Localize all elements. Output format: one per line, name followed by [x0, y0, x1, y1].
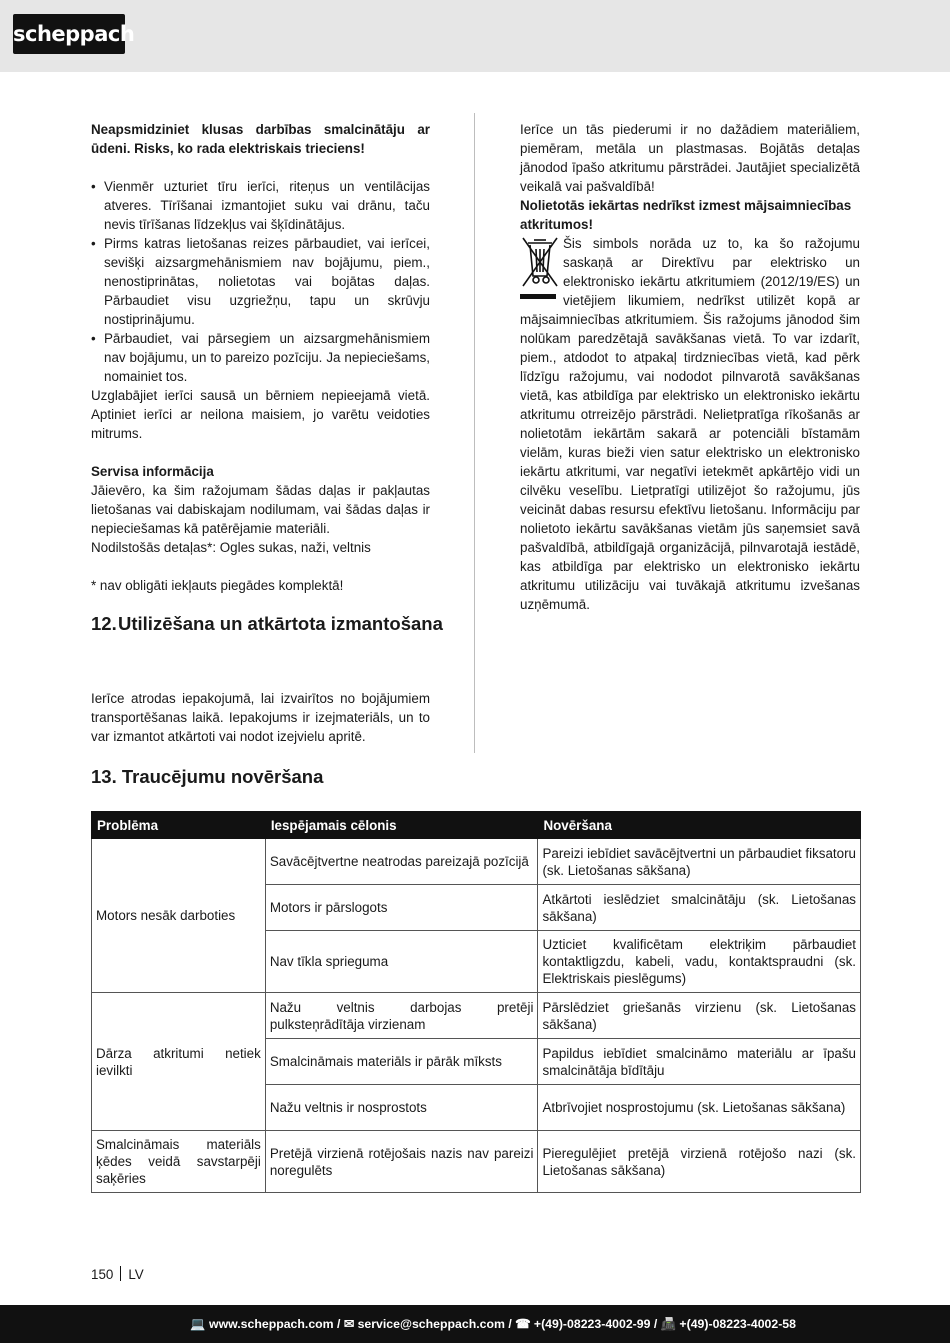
list-item: • Vienmēr uzturiet tīru ierīci, riteņus un ventilācijas atveres. Tīrīšanai izmantojiet suku vai drānu, taču nevis tīrīšanas līdzekļus vai šķīdinātājus. — [91, 177, 430, 234]
maintenance-list — [91, 177, 430, 386]
electric-shock-warning: Neapsmidziniet klusas darbības smalcinātāju ar ūdeni. Risks, ko rada elektriskais trieciens! — [91, 122, 430, 156]
remedy-cell: Atkārtoti ieslēdziet smalcinātāju (sk. Lietošanas sākšana) — [538, 885, 861, 931]
packaging-paragraph: Ierīce atrodas iepakojumā, lai izvairītos no bojājumiem transportēšanas laikā. Iepakojums ir izejmateriāls, un to var izmantot atkārtoti vai nodot izejvielu apritē. — [91, 691, 430, 745]
page-header — [0, 0, 950, 72]
cause-cell: Nažu veltnis darbojas pretēji pulksteņrādītāja virzienam — [265, 993, 538, 1039]
left-column — [91, 120, 430, 595]
remedy-cell: Pārslēdziet griešanās virzienu (sk. Lietošanas sākšana) — [538, 993, 861, 1039]
cause-cell: Pretējā virzienā rotējošais nazis nav pareizi noregulēts — [265, 1131, 538, 1193]
remedy-cell: Papildus iebīdiet smalcināmo materiālu ar īpašu smalcinātāja bīdītāju — [538, 1039, 861, 1085]
section-number: 13. — [91, 766, 117, 787]
remedy-cell: Atbrīvojiet nosprostojumu (sk. Lietošanas sākšana) — [538, 1085, 861, 1131]
weee-bin-icon — [520, 234, 560, 300]
table-row — [92, 993, 861, 1039]
page-number-value: 150 — [91, 1267, 114, 1282]
list-item: • Pirms katras lietošanas reizes pārbaudiet, vai ierīcei, sevišķi aizsargmehānismiem nav bojājumu, piem., nenostiprinātas, nolietotas vai bojātas daļas. Pārbaudiet visu uzgriežņu, tapu un skrūvju nostiprinājumu. — [91, 234, 430, 329]
cause-cell: Motors ir pārslogots — [265, 885, 538, 931]
table-row — [92, 1131, 861, 1193]
table-row — [92, 839, 861, 885]
remedy-cell: Pieregulējiet pretējā virzienā rotējošo nazi (sk. Lietošanas sākšana) — [538, 1131, 861, 1193]
problem-cell: Motors nesāk darboties — [92, 839, 266, 993]
household-waste-warning: Nolietotās iekārtas nedrīkst izmest mājsaimniecības atkritumos! — [520, 198, 852, 232]
section-title: Utilizēšana un atkārtota izmantošana — [118, 613, 443, 634]
cause-cell: Savācējtvertne neatrodas pareizajā pozīcijā — [265, 839, 538, 885]
remedy-cell: Pareizi iebīdiet savācējtvertni un pārbaudiet fiksatoru (sk. Lietošanas sākšana) — [538, 839, 861, 885]
contact-info: 💻 www.scheppach.com / ✉ service@scheppach.com / ☎ +(49)-08223-4002-99 / 📠 +(49)-08223-4002-58 — [190, 1317, 796, 1331]
remedy-cell: Uzticiet kvalificētam elektriķim pārbaudiet kontaktligzdu, kabeli, vadu, kontaktspraudni (sk. Elektriskais pieslēgums) — [538, 931, 861, 993]
footnote: * nav obligāti iekļauts piegādes komplektā! — [91, 578, 344, 593]
cause-cell: Nažu veltnis ir nosprostots — [265, 1085, 538, 1131]
column-header: Iespējamais cēlonis — [265, 812, 538, 839]
section-title: Traucējumu novēršana — [121, 766, 324, 787]
right-column — [520, 120, 860, 614]
section-number: 12. — [91, 613, 117, 634]
section-13-heading — [91, 766, 323, 788]
table-header-row — [92, 812, 861, 839]
column-header: Novēršana — [538, 812, 861, 839]
troubleshooting-table — [91, 811, 861, 1193]
problem-cell: Dārza atkritumi netiek ievilkti — [92, 993, 266, 1131]
section-12-heading — [91, 614, 451, 634]
column-divider — [474, 113, 475, 753]
cause-cell: Nav tīkla sprieguma — [265, 931, 538, 993]
column-header: Problēma — [92, 812, 266, 839]
cause-cell: Smalcināmais materiāls ir pārāk mīksts — [265, 1039, 538, 1085]
materials-paragraph: Ierīce un tās piederumi ir no dažādiem materiāliem, piemēram, metāla un plastmasas. Bojātās detaļas jānodod īpašo atkritumu pārstrādei. Jautājiet specializētā veikalā vai pašvaldībā! — [520, 122, 860, 194]
scheppach-logo: scheppach — [13, 14, 125, 54]
problem-cell: Smalcināmais materiāls ķēdes veidā savstarpēji saķēries — [92, 1131, 266, 1193]
storage-paragraph: Uzglabājiet ierīci sausā un bērniem nepieejamā vietā. Aptiniet ierīci ar neilona maisiem, jo varētu veidoties mitrums. — [91, 388, 430, 441]
list-item: • Pārbaudiet, vai pārsegiem un aizsargmehānismiem nav bojājumu, un to pareizo pozīciju. Ja nepieciešams, nomainiet tos. — [91, 329, 430, 386]
weee-paragraph: Šis simbols norāda uz to, ka šo ražojumu saskaņā ar Direktīvu par elektrisko un elektronisko iekārtu atkritumiem (2012/19/ES) un vietējiem likumiem, nedrīkst utilizēt kopā ar mājsaimniecības atkritumiem. Šis ražojums jānodod šim nolūkam paredzētajā savākšanas vietā. To var izdarīt, piem., atdodot to atpakaļ tirdzniecības vietā, kad pērk līdzīgu ražojumu, vai nododot pilnvarotā savākšanas vietā, kas atbildīga par elektrisko un elektronisko iekārtu atkritumu otrreizējo pārstrādi. Nelietpratīga rīkošanās ar nolietotām iekārtām sakarā ar potenciāli bīstamām vielām, kuras bieži vien satur elektrisko un elektronisko iekārtu atkritumi, var negatīvi ietekmēt apkārtējo vidi un cilvēku veselību. Lietpratīgi utilizējot šo ražojumu, jūs veicināt dabas resursu efektīvu lietošanu. Informāciju par nolietoto iekārtu savākšanas vietām jūs saņemsiet savā pašvaldībā, atbildīgajā organizācijā, pilnvarotajā iestādē, kas atbildīga par elektrisko un elektronisko iekārtu atkritumu utilizāciju vai tuvākajā atkritumu izvešanas uzņēmumā. — [520, 236, 860, 612]
wear-parts: Nodilstošās detaļas*: Ogles sukas, naži, veltnis — [91, 540, 371, 555]
page-footer — [0, 1305, 950, 1343]
service-paragraph: Jāievēro, ka šim ražojumam šādas daļas ir pakļautas lietošanas vai dabiskajam nodilumam, vai šādas daļas ir nepieciešamas kā patērējamie materiāli. — [91, 483, 430, 536]
service-heading: Servisa informācija — [91, 464, 214, 479]
page-number — [91, 1266, 144, 1282]
language-code: LV — [128, 1267, 144, 1282]
